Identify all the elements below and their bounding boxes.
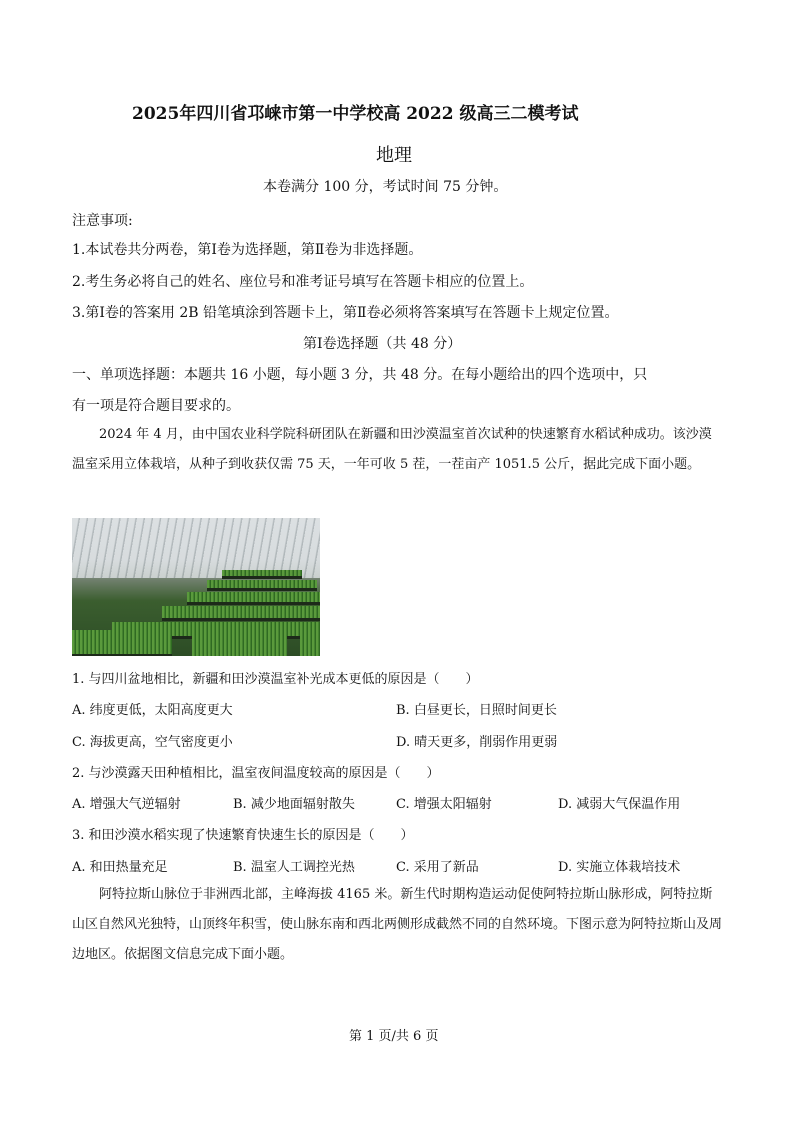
question-option: C. 海拔更高，空气密度更小: [72, 735, 233, 750]
page-number: 第 1 页/共 6 页: [349, 1029, 439, 1044]
greenhouse-rice-photo: [72, 518, 320, 656]
score-info: 本卷满分 100 分，考试时间 75 分钟。: [263, 179, 508, 195]
question-option: B. 温室人工调控光热: [233, 860, 355, 875]
section-title: 第Ⅰ卷选择题（共 48 分）: [303, 336, 462, 352]
notes-heading: 注意事项:: [72, 213, 133, 229]
subject-title: 地理: [376, 145, 412, 166]
question-option: A. 和田热量充足: [72, 860, 168, 875]
question-stem: 2. 与沙漠露天田种植相比，温室夜间温度较高的原因是（ ）: [72, 766, 440, 781]
question-option: D. 实施立体栽培技术: [558, 860, 681, 875]
question-option: A. 增强大气逆辐射: [72, 797, 181, 812]
exam-title: 2025年四川省邛崃市第一中学校高 2022 级高三二模考试: [132, 104, 579, 124]
question-option: C. 增强太阳辐射: [396, 797, 492, 812]
question-option: D. 晴天更多，削弱作用更弱: [396, 735, 558, 750]
note-item: 2.考生务必将自己的姓名、座位号和准考证号填写在答题卡相应的位置上。: [72, 274, 534, 290]
question-option: B. 白昼更长，日照时间更长: [396, 703, 557, 718]
passage-atlas: 阿特拉斯山脉位于非洲西北部，主峰海拔 4165 米。新生代时期构造运动促使阿特拉斯山脉形成，阿特拉斯山区自然风光独特，山顶终年积雪，使山脉东南和西北两侧形成截然不同的自然环境。下图示意为阿特拉斯山及周边地区。依据图文信息完成下面小题。: [72, 887, 723, 962]
question-stem: 1. 与四川盆地相比，新疆和田沙漠温室补光成本更低的原因是（ ）: [72, 672, 479, 687]
question-option: D. 减弱大气保温作用: [558, 797, 681, 812]
passage-rice: 2024 年 4 月，由中国农业科学院科研团队在新疆和田沙漠温室首次试种的快速繁育水稻试种成功。该沙漠温室采用立体栽培，从种子到收获仅需 75 天，一年可收 5 茬，一茬亩产 1051.5 公斤，据此完成下面小题。: [72, 427, 712, 472]
note-item: 3.第Ⅰ卷的答案用 2B 铅笔填涂到答题卡上，第Ⅱ卷必须将答案填写在答题卡上规定位置。: [72, 305, 619, 321]
section-instruction: 有一项是符合题目要求的。: [72, 398, 240, 414]
section-instruction: 一、单项选择题：本题共 16 小题，每小题 3 分，共 48 分。在每小题给出的四个选项中，只: [72, 367, 648, 383]
question-option: C. 采用了新品: [396, 860, 479, 875]
question-stem: 3. 和田沙漠水稻实现了快速繁育快速生长的原因是（ ）: [72, 828, 414, 843]
note-item: 1.本试卷共分两卷，第Ⅰ卷为选择题，第Ⅱ卷为非选择题。: [72, 242, 423, 258]
question-option: B. 减少地面辐射散失: [233, 797, 355, 812]
question-option: A. 纬度更低，太阳高度更大: [72, 703, 233, 718]
